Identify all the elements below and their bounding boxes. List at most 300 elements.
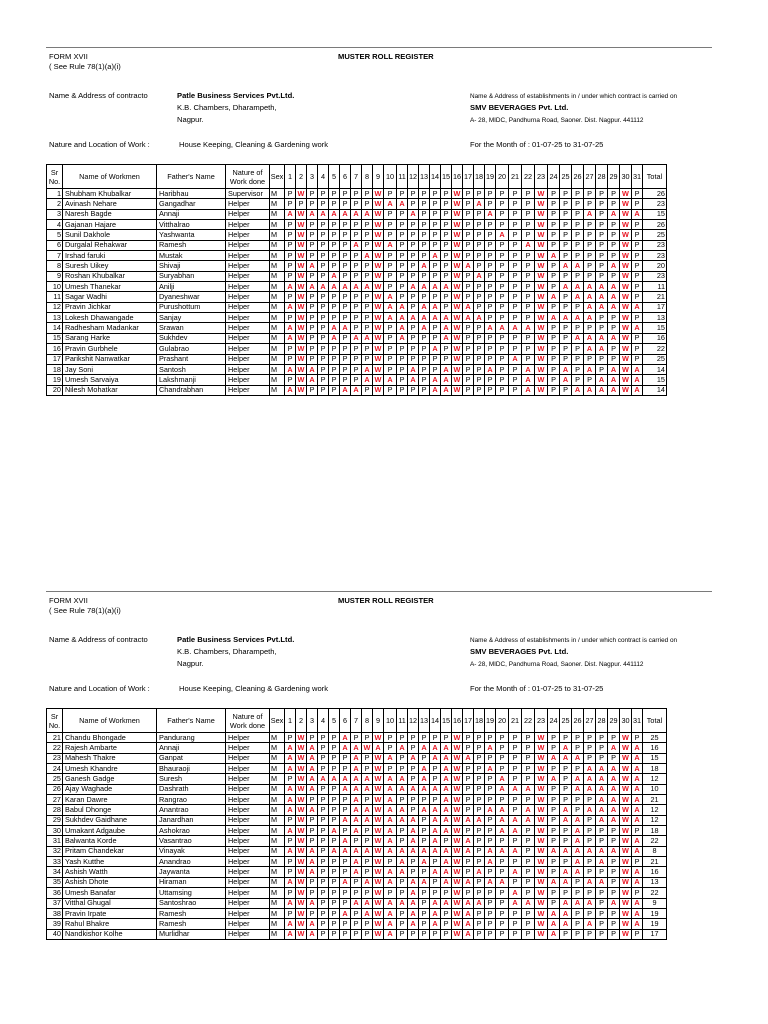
attendance-cell: A [463, 929, 474, 939]
work-nature: Helper [226, 826, 270, 836]
attendance-cell: P [572, 199, 584, 209]
attendance-cell: P [340, 302, 351, 312]
attendance-cell: P [430, 364, 441, 374]
attendance-cell: P [474, 251, 485, 261]
attendance-cell: P [632, 240, 643, 250]
sex-value: M [270, 753, 285, 763]
work-nature: Helper [226, 344, 270, 354]
form-label: FORM XVII [49, 52, 88, 61]
attendance-total: 16 [643, 743, 667, 753]
attendance-cell: A [351, 846, 362, 856]
attendance-cell: W [373, 826, 384, 836]
attendance-cell: W [620, 919, 632, 929]
attendance-cell: P [485, 302, 496, 312]
attendance-cell: P [496, 251, 509, 261]
attendance-cell: W [296, 364, 307, 374]
attendance-cell: P [318, 344, 329, 354]
attendance-cell: P [285, 354, 296, 364]
father-name: Hiraman [157, 877, 226, 887]
serial-number: 39 [47, 919, 63, 929]
workman-name: Karan Dawre [63, 795, 157, 805]
attendance-cell: P [408, 323, 419, 333]
attendance-cell: W [296, 815, 307, 825]
attendance-cell: A [397, 867, 408, 877]
table-row [47, 877, 667, 887]
table-header-row [47, 165, 667, 189]
attendance-cell: P [608, 220, 620, 230]
attendance-cell: A [485, 764, 496, 774]
attendance-cell: P [485, 784, 496, 794]
attendance-cell: A [408, 826, 419, 836]
attendance-cell: P [474, 333, 485, 343]
attendance-cell: A [463, 815, 474, 825]
attendance-cell: W [373, 375, 384, 385]
sex-value: M [270, 385, 285, 395]
attendance-cell: P [548, 209, 560, 219]
attendance-cell: A [430, 251, 441, 261]
attendance-cell: A [474, 867, 485, 877]
attendance-cell: P [351, 836, 362, 846]
attendance-cell: A [584, 333, 596, 343]
attendance-cell: A [463, 919, 474, 929]
attendance-cell: W [620, 898, 632, 908]
attendance-cell: P [329, 313, 340, 323]
attendance-cell: A [522, 805, 535, 815]
attendance-cell: A [596, 774, 608, 784]
father-name: Sukhdev [157, 333, 226, 343]
attendance-cell: A [632, 753, 643, 763]
serial-number: 23 [47, 753, 63, 763]
attendance-cell: P [572, 271, 584, 281]
attendance-cell: A [632, 919, 643, 929]
attendance-cell: W [620, 240, 632, 250]
establishment-address: A- 28, MIDC, Pandhurna Road, Saoner. Dist. Nagpur. 441112 [470, 117, 644, 124]
attendance-cell: P [596, 908, 608, 918]
attendance-cell: A [509, 784, 522, 794]
serial-number: 4 [47, 220, 63, 230]
attendance-cell: P [463, 209, 474, 219]
attendance-cell: W [620, 375, 632, 385]
attendance-cell: A [548, 292, 560, 302]
attendance-cell: A [384, 240, 397, 250]
work-location-value: House Keeping, Cleaning & Gardening work [179, 684, 329, 693]
attendance-cell: P [509, 364, 522, 374]
attendance-cell: P [509, 919, 522, 929]
attendance-cell: A [463, 877, 474, 887]
attendance-cell: P [430, 857, 441, 867]
attendance-cell: P [397, 836, 408, 846]
attendance-cell: W [452, 815, 463, 825]
attendance-cell: A [509, 354, 522, 364]
attendance-cell: P [474, 784, 485, 794]
attendance-cell: P [340, 261, 351, 271]
attendance-cell: P [397, 189, 408, 199]
father-name: Chandrabhan [157, 385, 226, 395]
attendance-cell: A [572, 857, 584, 867]
attendance-cell: P [408, 385, 419, 395]
attendance-cell: W [296, 220, 307, 230]
attendance-cell: W [452, 230, 463, 240]
attendance-cell: P [419, 929, 430, 939]
work-nature: Helper [226, 774, 270, 784]
attendance-cell: P [608, 836, 620, 846]
attendance-cell: P [329, 364, 340, 374]
attendance-cell: P [632, 826, 643, 836]
attendance-cell: A [285, 753, 296, 763]
serial-number: 34 [47, 867, 63, 877]
attendance-cell: P [596, 867, 608, 877]
attendance-cell: P [474, 282, 485, 292]
table-row [47, 795, 667, 805]
column-header-sr: Sr No. [47, 709, 63, 733]
workman-name: Nandkishor Kolhe [63, 929, 157, 939]
attendance-cell: A [485, 877, 496, 887]
attendance-cell: P [496, 209, 509, 219]
work-nature: Helper [226, 898, 270, 908]
attendance-cell: W [373, 271, 384, 281]
sex-value: M [270, 323, 285, 333]
attendance-cell: P [509, 333, 522, 343]
attendance-cell: W [296, 261, 307, 271]
attendance-cell: P [384, 261, 397, 271]
attendance-cell: A [596, 385, 608, 395]
column-header-day: 14 [430, 165, 441, 189]
attendance-cell: P [419, 375, 430, 385]
attendance-cell: A [560, 261, 572, 271]
attendance-cell: A [329, 846, 340, 856]
attendance-cell: A [596, 764, 608, 774]
attendance-cell: P [430, 240, 441, 250]
attendance-cell: A [608, 292, 620, 302]
father-name: Sanjay [157, 313, 226, 323]
attendance-cell: P [485, 261, 496, 271]
attendance-cell: P [329, 743, 340, 753]
attendance-cell: W [452, 774, 463, 784]
attendance-cell: A [572, 261, 584, 271]
attendance-cell: P [485, 753, 496, 763]
attendance-total: 18 [643, 764, 667, 774]
attendance-cell: A [362, 282, 373, 292]
attendance-cell: W [620, 354, 632, 364]
attendance-cell: A [608, 385, 620, 395]
attendance-cell: P [572, 302, 584, 312]
attendance-cell: A [430, 836, 441, 846]
attendance-cell: P [496, 313, 509, 323]
attendance-cell: P [548, 323, 560, 333]
column-header-day: 3 [307, 709, 318, 733]
workman-name: Shubham Khubalkar [63, 189, 157, 199]
attendance-cell: W [296, 846, 307, 856]
attendance-cell: P [632, 251, 643, 261]
attendance-cell: A [384, 898, 397, 908]
attendance-cell: P [522, 333, 535, 343]
attendance-cell: P [463, 795, 474, 805]
attendance-cell: A [485, 743, 496, 753]
attendance-cell: P [485, 333, 496, 343]
serial-number: 3 [47, 209, 63, 219]
attendance-cell: W [452, 898, 463, 908]
attendance-cell: P [340, 240, 351, 250]
attendance-cell: P [419, 230, 430, 240]
column-header-day: 13 [419, 709, 430, 733]
attendance-cell: P [509, 908, 522, 918]
attendance-cell: P [318, 805, 329, 815]
attendance-cell: P [632, 333, 643, 343]
attendance-cell: W [452, 743, 463, 753]
attendance-cell: P [463, 230, 474, 240]
sex-value: M [270, 846, 285, 856]
attendance-cell: P [584, 836, 596, 846]
table-row [47, 209, 667, 219]
attendance-cell: P [285, 774, 296, 784]
attendance-cell: P [509, 344, 522, 354]
column-header-day: 5 [329, 709, 340, 733]
column-header-day: 5 [329, 165, 340, 189]
attendance-cell: A [572, 313, 584, 323]
attendance-cell: P [496, 282, 509, 292]
attendance-cell: W [620, 220, 632, 230]
attendance-cell: A [548, 929, 560, 939]
attendance-cell: A [474, 313, 485, 323]
attendance-cell: P [285, 836, 296, 846]
attendance-cell: P [485, 836, 496, 846]
attendance-cell: A [560, 867, 572, 877]
attendance-cell: P [548, 888, 560, 898]
contractor-label: Name & Address of contracto [49, 635, 148, 644]
attendance-cell: P [362, 313, 373, 323]
attendance-cell: P [463, 354, 474, 364]
column-header-day: 15 [441, 165, 452, 189]
table-row [47, 333, 667, 343]
attendance-cell: P [474, 805, 485, 815]
attendance-cell: P [522, 774, 535, 784]
month-period: For the Month of : 01-07-25 to 31-07-25 [470, 684, 604, 693]
attendance-cell: P [522, 251, 535, 261]
attendance-cell: P [509, 282, 522, 292]
attendance-cell: W [296, 733, 307, 743]
attendance-cell: P [397, 292, 408, 302]
serial-number: 10 [47, 282, 63, 292]
attendance-cell: W [620, 189, 632, 199]
attendance-cell: W [373, 199, 384, 209]
attendance-cell: P [307, 344, 318, 354]
attendance-cell: W [620, 333, 632, 343]
attendance-cell: W [373, 333, 384, 343]
attendance-cell: P [419, 199, 430, 209]
attendance-cell: P [509, 795, 522, 805]
attendance-cell: A [632, 898, 643, 908]
attendance-cell: P [340, 313, 351, 323]
rule-reference: ( See Rule 78(1)(a)(i) [49, 62, 121, 71]
father-name: Annaji [157, 209, 226, 219]
table-row [47, 199, 667, 209]
attendance-total: 22 [643, 888, 667, 898]
attendance-cell: A [362, 209, 373, 219]
workman-name: Yash Kutthe [63, 857, 157, 867]
attendance-cell: P [463, 375, 474, 385]
attendance-cell: P [384, 385, 397, 395]
attendance-total: 26 [643, 220, 667, 230]
table-row [47, 774, 667, 784]
attendance-cell: W [452, 261, 463, 271]
attendance-total: 12 [643, 815, 667, 825]
work-nature: Helper [226, 795, 270, 805]
attendance-cell: A [384, 313, 397, 323]
attendance-total: 12 [643, 774, 667, 784]
table-row [47, 385, 667, 395]
attendance-cell: P [340, 189, 351, 199]
father-name: Uttamsing [157, 888, 226, 898]
attendance-cell: P [572, 230, 584, 240]
attendance-cell: A [485, 364, 496, 374]
attendance-cell: P [430, 333, 441, 343]
attendance-cell: P [340, 251, 351, 261]
attendance-cell: A [485, 323, 496, 333]
attendance-cell: P [522, 354, 535, 364]
column-header-day: 17 [463, 165, 474, 189]
attendance-cell: P [596, 826, 608, 836]
attendance-cell: W [296, 292, 307, 302]
attendance-cell: P [584, 189, 596, 199]
table-header-row [47, 709, 667, 733]
attendance-cell: P [522, 220, 535, 230]
attendance-cell: P [548, 364, 560, 374]
attendance-cell: W [296, 929, 307, 939]
attendance-cell: P [632, 189, 643, 199]
attendance-cell: W [373, 240, 384, 250]
attendance-cell: P [430, 230, 441, 240]
attendance-cell: P [340, 354, 351, 364]
attendance-cell: P [408, 344, 419, 354]
attendance-cell: W [535, 805, 548, 815]
column-header-day: 13 [419, 165, 430, 189]
attendance-cell: P [397, 251, 408, 261]
work-nature: Helper [226, 385, 270, 395]
attendance-cell: A [384, 815, 397, 825]
attendance-cell: P [548, 815, 560, 825]
establishment-label: Name & Address of establishments in / under which contract is carried on [470, 93, 678, 100]
attendance-cell: A [509, 846, 522, 856]
attendance-cell: A [441, 364, 452, 374]
attendance-cell: P [496, 240, 509, 250]
serial-number: 15 [47, 333, 63, 343]
attendance-cell: W [452, 877, 463, 887]
attendance-cell: P [496, 220, 509, 230]
attendance-cell: A [584, 898, 596, 908]
attendance-cell: P [408, 857, 419, 867]
attendance-cell: A [632, 764, 643, 774]
attendance-cell: P [496, 199, 509, 209]
attendance-cell: A [632, 774, 643, 784]
attendance-cell: P [496, 261, 509, 271]
attendance-cell: W [535, 230, 548, 240]
column-header-sex: Sex [270, 165, 285, 189]
attendance-cell: P [485, 815, 496, 825]
attendance-cell: P [463, 857, 474, 867]
attendance-cell: P [397, 344, 408, 354]
attendance-cell: W [452, 753, 463, 763]
attendance-cell: P [285, 888, 296, 898]
attendance-cell: P [522, 261, 535, 271]
attendance-cell: P [474, 364, 485, 374]
attendance-cell: A [572, 774, 584, 784]
attendance-cell: P [318, 867, 329, 877]
attendance-cell: P [351, 908, 362, 918]
work-nature: Helper [226, 743, 270, 753]
attendance-cell: P [463, 271, 474, 281]
attendance-cell: P [509, 261, 522, 271]
attendance-cell: P [522, 888, 535, 898]
attendance-cell: P [522, 867, 535, 877]
attendance-cell: W [452, 189, 463, 199]
father-name: Ashokrao [157, 826, 226, 836]
contractor-address-line2: Nagpur. [177, 659, 204, 668]
attendance-cell: P [522, 795, 535, 805]
attendance-cell: P [408, 743, 419, 753]
attendance-cell: P [397, 282, 408, 292]
attendance-cell: P [329, 733, 340, 743]
attendance-cell: P [351, 323, 362, 333]
attendance-cell: P [522, 764, 535, 774]
attendance-cell: A [509, 826, 522, 836]
attendance-cell: A [351, 282, 362, 292]
column-header-day: 3 [307, 165, 318, 189]
attendance-total: 20 [643, 261, 667, 271]
table-row [47, 220, 667, 230]
column-header-day: 9 [373, 709, 384, 733]
attendance-cell: A [307, 805, 318, 815]
attendance-cell: A [307, 919, 318, 929]
attendance-cell: W [373, 323, 384, 333]
attendance-cell: A [351, 815, 362, 825]
attendance-cell: P [485, 919, 496, 929]
attendance-cell: P [397, 795, 408, 805]
attendance-cell: P [441, 302, 452, 312]
workman-name: Vitthal Ghugal [63, 898, 157, 908]
attendance-cell: P [463, 282, 474, 292]
attendance-cell: A [496, 826, 509, 836]
attendance-cell: A [285, 302, 296, 312]
attendance-cell: P [522, 282, 535, 292]
attendance-cell: P [548, 385, 560, 395]
attendance-cell: W [373, 209, 384, 219]
attendance-cell: P [307, 323, 318, 333]
workman-name: Balwanta Korde [63, 836, 157, 846]
attendance-cell: A [560, 908, 572, 918]
attendance-cell: W [373, 846, 384, 856]
attendance-cell: W [535, 313, 548, 323]
attendance-cell: W [296, 323, 307, 333]
attendance-cell: P [596, 313, 608, 323]
attendance-cell: P [548, 220, 560, 230]
table-row [47, 753, 667, 763]
workman-name: Ajay Waghade [63, 784, 157, 794]
attendance-cell: A [572, 333, 584, 343]
attendance-cell: A [474, 815, 485, 825]
attendance-total: 17 [643, 302, 667, 312]
attendance-cell: A [397, 857, 408, 867]
attendance-cell: A [419, 805, 430, 815]
attendance-cell: A [632, 815, 643, 825]
attendance-cell: P [362, 344, 373, 354]
attendance-cell: A [572, 753, 584, 763]
attendance-cell: P [362, 764, 373, 774]
attendance-cell: W [452, 908, 463, 918]
serial-number: 31 [47, 836, 63, 846]
sex-value: M [270, 774, 285, 784]
attendance-cell: A [384, 805, 397, 815]
attendance-cell: A [548, 908, 560, 918]
